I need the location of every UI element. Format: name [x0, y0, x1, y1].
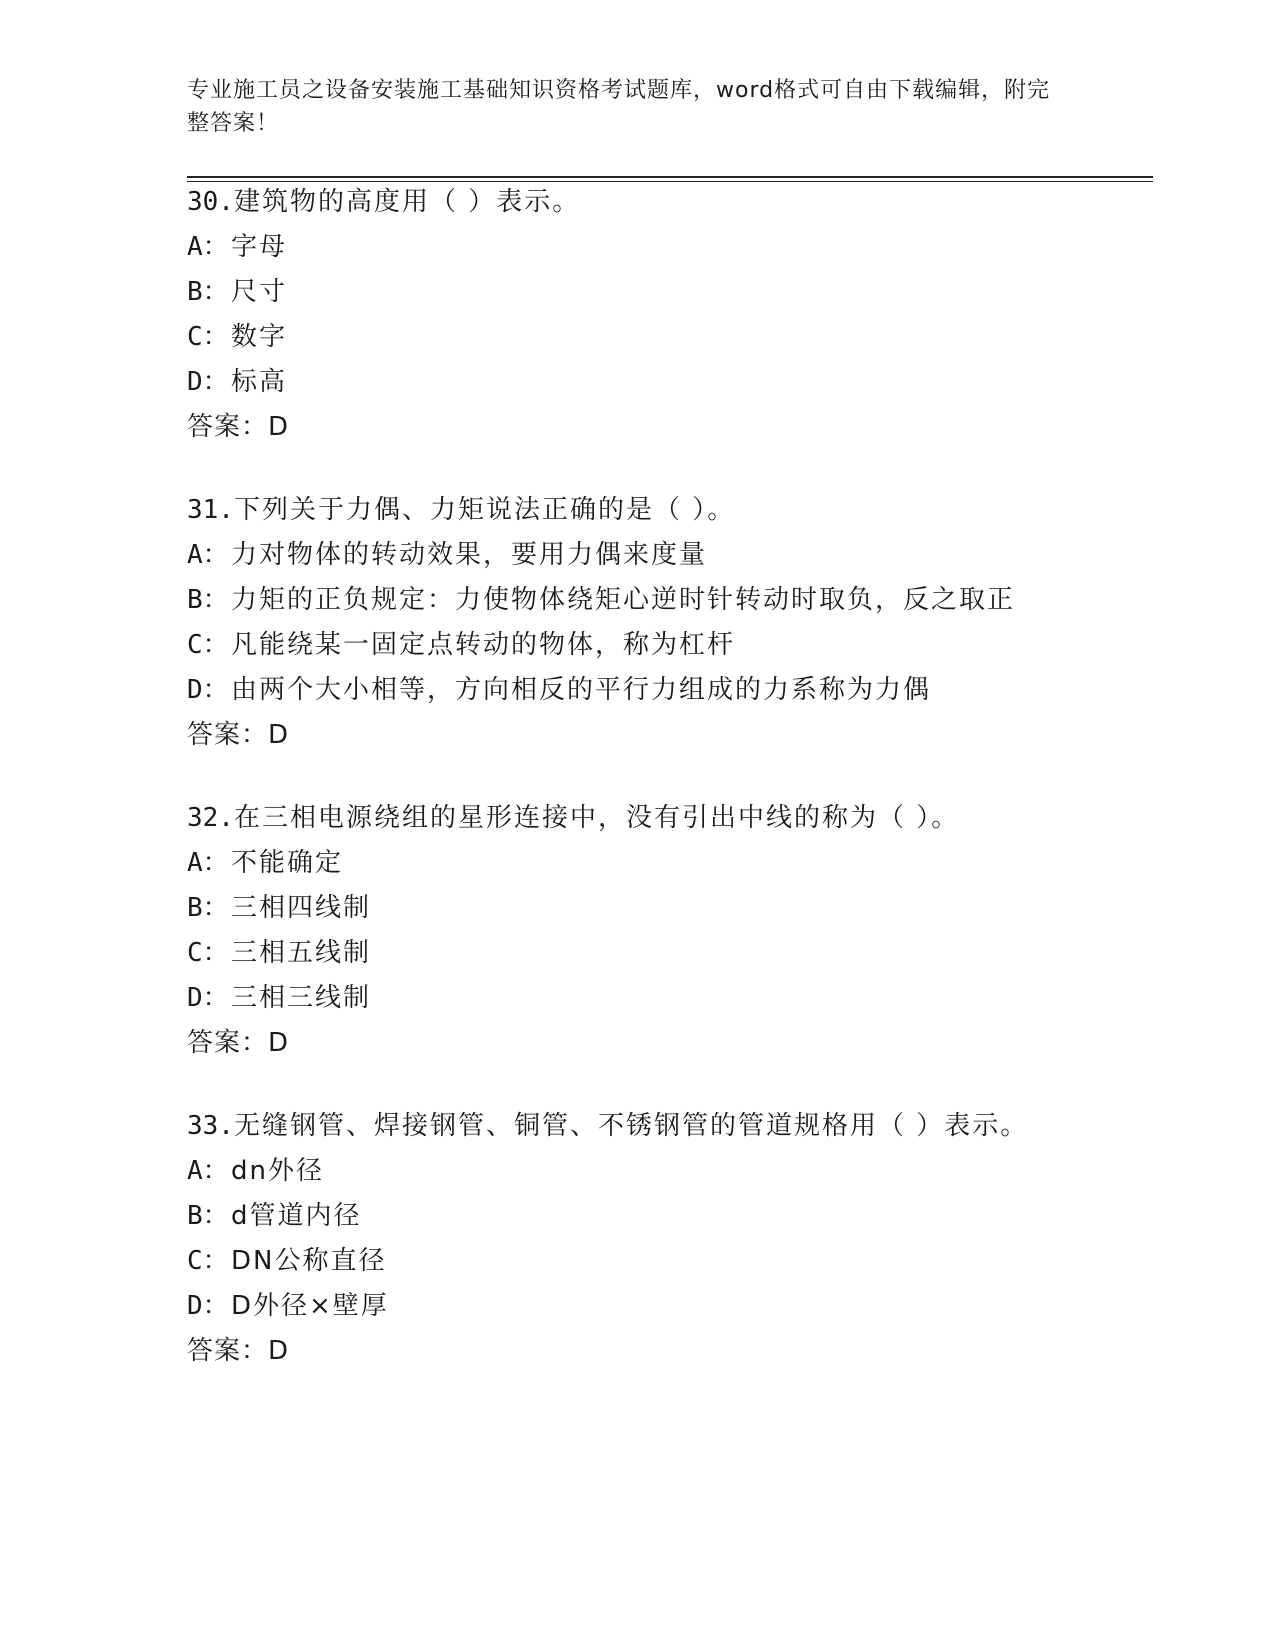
option-text: 三相四线制 [231, 893, 372, 923]
option-d [187, 976, 1147, 1021]
option-letter: D： [187, 1291, 229, 1321]
option-letter: A： [187, 848, 229, 878]
question-number: 30. [187, 187, 234, 217]
answer-line: 答案：D [187, 412, 290, 442]
option-letter: B： [187, 1201, 229, 1231]
question-stem [187, 796, 1147, 841]
header-divider-thick [187, 176, 1153, 178]
option-b [187, 270, 1147, 315]
question-text: 建筑物的高度用（ ）表示。 [233, 187, 581, 217]
option-a [187, 533, 1147, 578]
option-text: dn外径 [231, 1156, 324, 1186]
option-letter: D： [187, 983, 229, 1013]
option-c [187, 623, 1147, 668]
question-stem [187, 1104, 1147, 1149]
option-b [187, 578, 1147, 623]
answer-line: 答案：D [187, 1028, 290, 1058]
option-letter: B： [187, 893, 229, 923]
question-33 [187, 1104, 1147, 1374]
question-30 [187, 180, 1147, 450]
option-letter: C： [187, 938, 229, 968]
question-number: 33. [187, 1111, 234, 1141]
question-31 [187, 488, 1147, 758]
question-stem [187, 180, 1147, 225]
option-letter: B： [187, 585, 229, 615]
option-d [187, 1284, 1147, 1329]
option-letter: A： [187, 540, 229, 570]
option-b [187, 886, 1147, 931]
answer-line: 答案：D [187, 720, 290, 750]
option-text: 标高 [231, 367, 288, 397]
option-a [187, 225, 1147, 270]
option-letter: A： [187, 1156, 229, 1186]
option-letter: C： [187, 322, 229, 352]
question-number: 32. [187, 803, 234, 833]
option-letter: D： [187, 675, 229, 705]
option-letter: B： [187, 277, 229, 307]
option-d [187, 360, 1147, 405]
question-32 [187, 796, 1147, 1066]
option-text: 力矩的正负规定：力使物体绕矩心逆时针转动时取负，反之取正 [231, 585, 1016, 615]
question-text: 无缝钢管、焊接钢管、铜管、不锈钢管的管道规格用（ ）表示。 [233, 1111, 1029, 1141]
option-text: 字母 [231, 232, 288, 262]
question-stem [187, 488, 1147, 533]
option-d [187, 668, 1147, 713]
option-text: 三相三线制 [231, 983, 372, 1013]
option-letter: C： [187, 630, 229, 660]
option-text: 数字 [231, 322, 288, 352]
option-letter: D： [187, 367, 229, 397]
document-intro: 专业施工员之设备安装施工基础知识资格考试题库，word格式可自由下载编辑，附完整答案！ [187, 78, 1051, 136]
option-text: d管道内径 [231, 1201, 362, 1231]
option-letter: A： [187, 232, 229, 262]
option-text: 凡能绕某一固定点转动的物体，称为杠杆 [231, 630, 736, 660]
option-text: 力对物体的转动效果，要用力偶来度量 [231, 540, 708, 570]
question-text: 下列关于力偶、力矩说法正确的是（ ）。 [233, 495, 736, 525]
answer-line: 答案：D [187, 1336, 290, 1366]
question-number: 31. [187, 495, 234, 525]
option-text: 三相五线制 [231, 938, 372, 968]
option-text: D外径×壁厚 [231, 1291, 389, 1321]
option-a [187, 1149, 1147, 1194]
option-text: DN公称直径 [231, 1246, 387, 1276]
option-c [187, 1239, 1147, 1284]
option-c [187, 315, 1147, 360]
question-text: 在三相电源绕组的星形连接中，没有引出中线的称为（ ）。 [233, 803, 960, 833]
option-text: 由两个大小相等，方向相反的平行力组成的力系称为力偶 [231, 675, 932, 705]
option-c [187, 931, 1147, 976]
option-letter: C： [187, 1246, 229, 1276]
option-b [187, 1194, 1147, 1239]
option-text: 不能确定 [231, 848, 344, 878]
option-text: 尺寸 [231, 277, 288, 307]
option-a [187, 841, 1147, 886]
